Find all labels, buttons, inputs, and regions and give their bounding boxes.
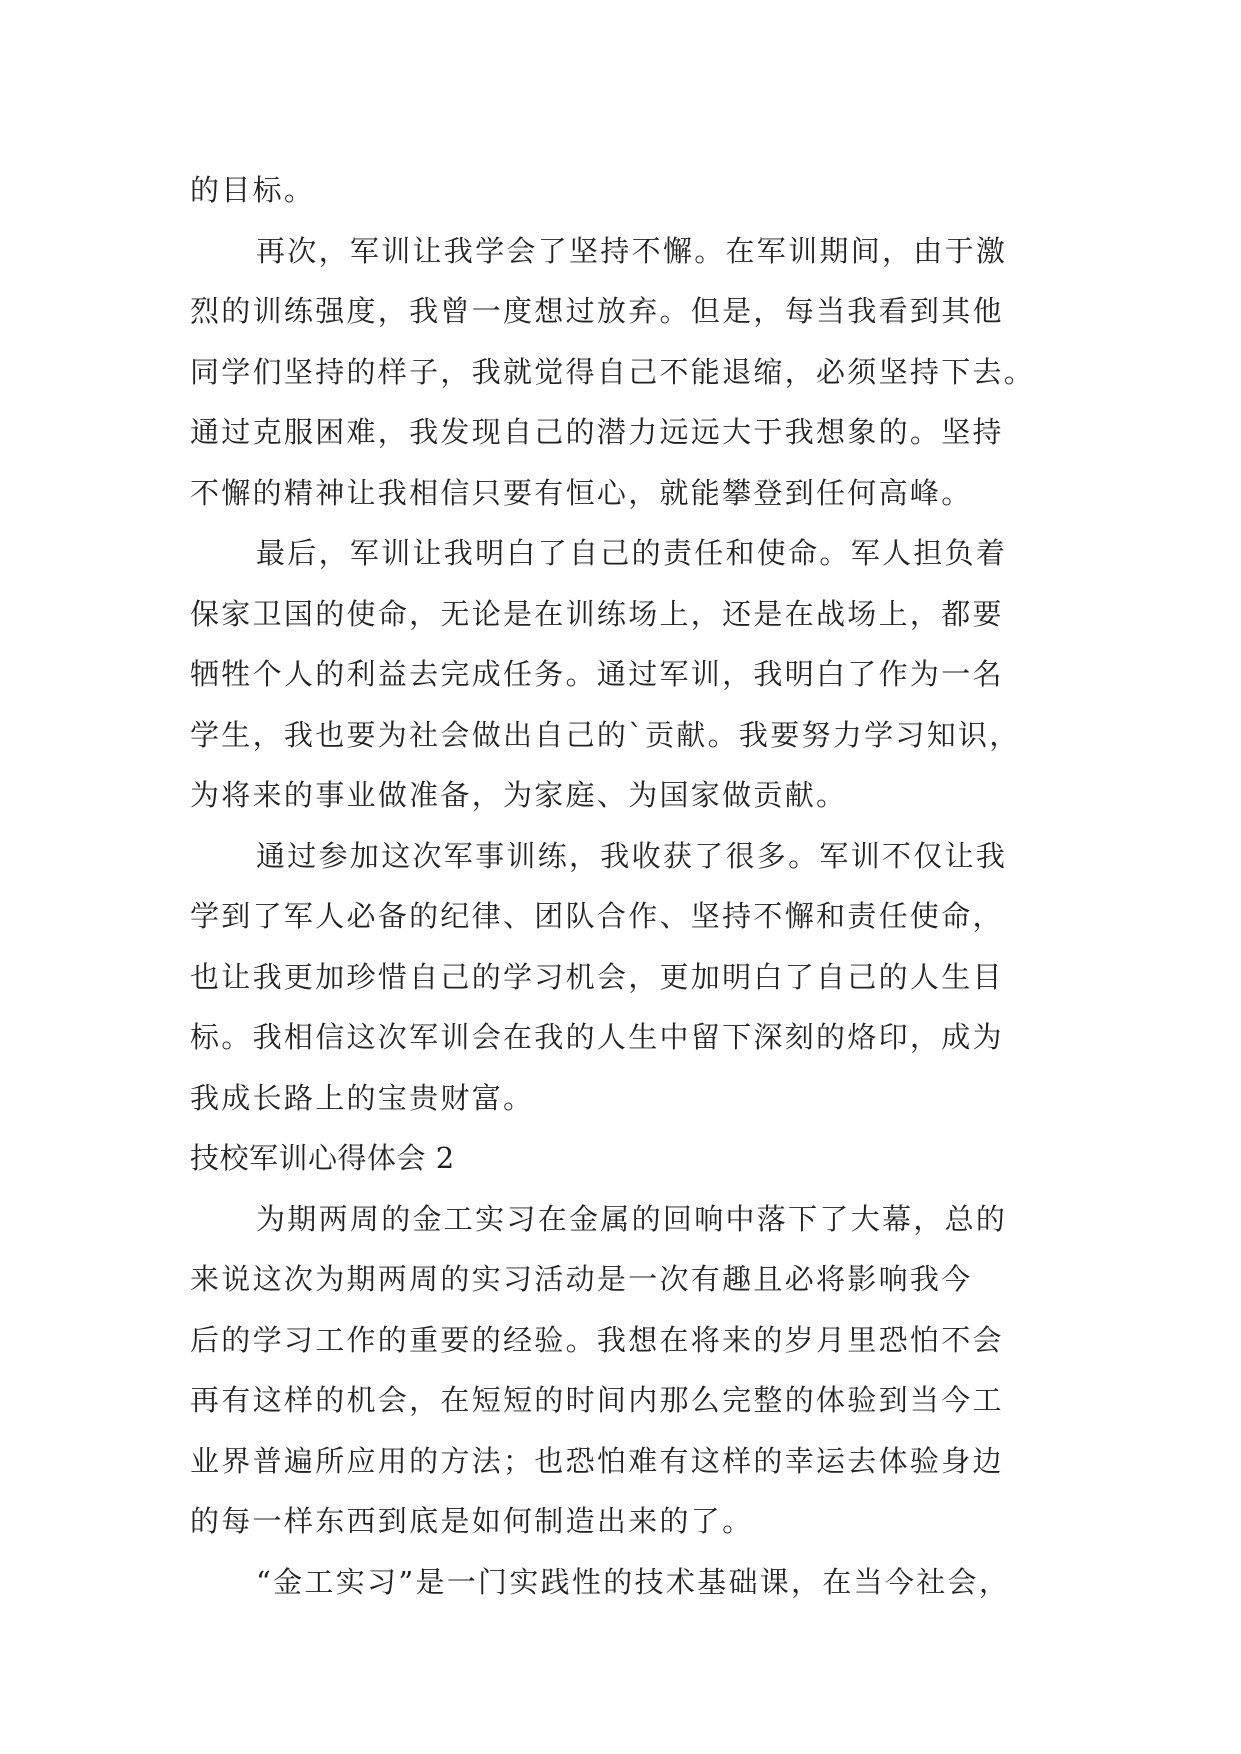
text-line: 我成长路上的宝贵财富。 xyxy=(190,1080,535,1115)
paragraph-start-line: 再次，军训让我学会了坚持不懈。在军训期间，由于激 xyxy=(256,233,1008,268)
paragraph-start-line: 最后，军训让我明白了自己的责任和使命。军人担负着 xyxy=(256,536,1008,570)
text-line: 通过克服困难，我发现自己的潜力远远大于我想象的。坚持 xyxy=(190,415,1004,449)
text-line: 标。我相信这次军训会在我的人生中留下深刻的烙印，成为 xyxy=(190,1020,1004,1054)
text-line: 学到了军人必备的纪律、团队合作、坚持不懈和责任使命， xyxy=(190,899,1004,933)
text-line: 烈的训练强度，我曾一度想过放弃。但是，每当我看到其他 xyxy=(190,294,1004,328)
document-body xyxy=(190,160,1050,1612)
paragraph-start-line: “金工实习”是一门实践性的技术基础课，在当今社会， xyxy=(256,1564,1011,1599)
paragraph-start-line: 通过参加这次军事训练，我收获了很多。军训不仅让我 xyxy=(256,838,1008,873)
section-heading: 技校军训心得体会 2 xyxy=(190,1141,455,1175)
text-line: 学生，我也要为社会做出自己的`贡献。我要努力学习知识， xyxy=(190,717,1021,752)
text-line: 的每一样东西到底是如何制造出来的了。 xyxy=(190,1504,754,1538)
text-line: 来说这次为期两周的实习活动是一次有趣且必将影响我今 xyxy=(190,1262,973,1296)
text-line: 牺牲个人的利益去完成任务。通过军训，我明白了作为一名 xyxy=(190,657,1004,691)
text-line: 也让我更加珍惜自己的学习机会，更加明白了自己的人生目 xyxy=(190,959,1004,994)
text-line: 为将来的事业做准备，为家庭、为国家做贡献。 xyxy=(190,778,848,812)
paragraph-start-line: 为期两周的金工实习在金属的回响中落下了大幕，总的 xyxy=(256,1201,1008,1236)
text-line: 同学们坚持的样子，我就觉得自己不能退缩，必须坚持下去。 xyxy=(190,354,1036,389)
text-line: 再有这样的机会，在短短的时间内那么完整的体验到当今工 xyxy=(190,1383,1004,1417)
text-line: 保家卫国的使命，无论是在训练场上，还是在战场上，都要 xyxy=(190,596,1004,631)
text-line: 不懈的精神让我相信只要有恒心，就能攀登到任何高峰。 xyxy=(190,475,973,510)
text-line: 后的学习工作的重要的经验。我想在将来的岁月里恐怕不会 xyxy=(190,1322,1004,1357)
text-line: 业界普遍所应用的方法；也恐怕难有这样的幸运去体验身边 xyxy=(190,1443,1004,1478)
text-line: 的目标。 xyxy=(190,173,316,207)
